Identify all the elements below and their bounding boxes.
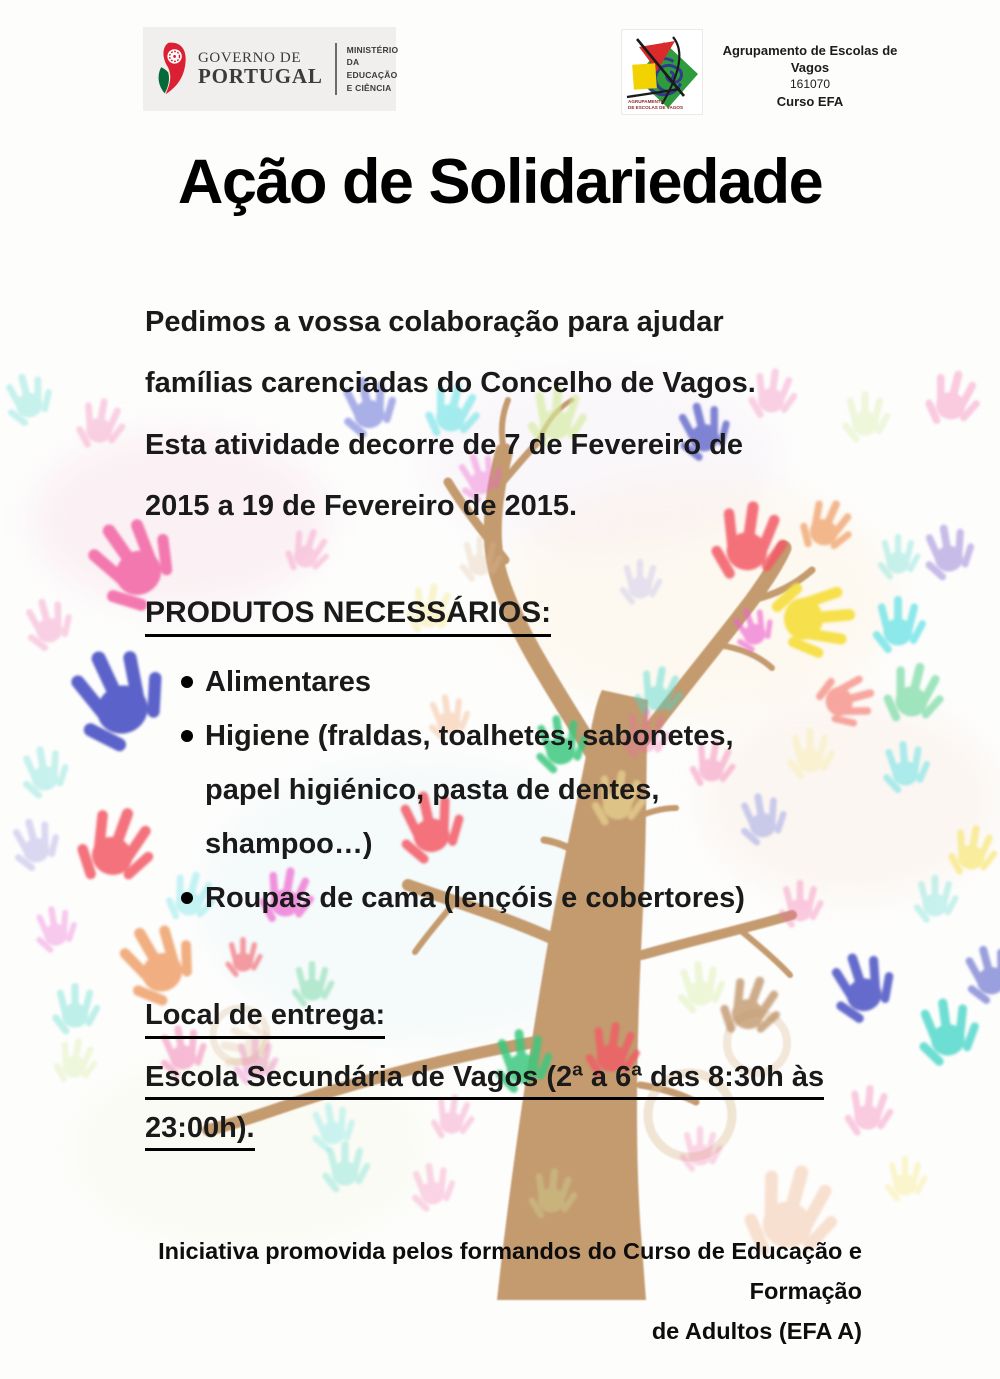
- handprint: [918, 520, 981, 585]
- delivery-heading-text: Local de entrega:: [145, 995, 385, 1039]
- handprint: [5, 812, 67, 876]
- footer-credit-line1: Iniciativa promovida pelos formandos do Curso de Educação e Formação: [158, 1238, 862, 1304]
- ministry-line2: E CIÊNCIA: [346, 82, 392, 93]
- handprint: [919, 364, 987, 434]
- delivery-line2: [145, 1103, 905, 1154]
- handprint: [674, 959, 729, 1016]
- bullet-dot: [181, 730, 193, 742]
- handprint: [16, 742, 75, 803]
- delivery-details: [145, 1052, 905, 1154]
- delivery-heading: [145, 995, 385, 1039]
- handprint: [18, 592, 80, 656]
- delivery-line1: [145, 1052, 905, 1103]
- item-line: Higiene (fraldas, toalhetes, sabonetes,: [205, 720, 734, 752]
- products-heading: [145, 593, 551, 637]
- intro-paragraph-1: [145, 292, 885, 414]
- gov-logo-wordmark: [198, 51, 323, 88]
- list-item-alimentares: [145, 655, 905, 709]
- bullet-dot: [181, 892, 193, 904]
- portugal-emblem-icon: [153, 40, 189, 98]
- item-line: Alimentares: [205, 666, 372, 698]
- school-code: 161070: [789, 77, 831, 91]
- list-item-higiene: [145, 709, 905, 871]
- handprint: [51, 983, 101, 1036]
- handprint: [913, 875, 960, 924]
- products-list: [145, 655, 905, 925]
- list-item-roupas: [145, 871, 905, 925]
- handprint: [912, 994, 986, 1070]
- school-emblem-caption-1: AGRUPAMENTO: [628, 99, 665, 104]
- course-label: Curso EFA: [776, 94, 844, 109]
- footer-credit-line2: de Adultos (EFA A): [651, 1318, 862, 1344]
- handprint: [956, 938, 1000, 1009]
- item-line: shampoo…): [205, 828, 373, 860]
- school-logo-text: [716, 30, 904, 110]
- government-of-portugal-logo: [143, 27, 399, 111]
- footer-credit: [140, 1231, 862, 1351]
- handprint: [0, 367, 60, 431]
- school-name: Agrupamento de Escolas de Vagos: [722, 43, 898, 75]
- handprint: [50, 1035, 102, 1089]
- poster-title: Ação de Solidariedade: [177, 147, 823, 217]
- item-line: Roupas de cama (lençóis e cobertores): [205, 882, 745, 914]
- ministry-line1: MINISTÉRIO DA EDUCAÇÃO: [346, 44, 399, 80]
- school-emblem-caption-2: DE ESCOLAS DE VAGOS: [628, 105, 684, 110]
- school-emblem-icon: [622, 30, 702, 114]
- logo-divider: [335, 43, 337, 95]
- delivery-line1-text: Escola Secundária de Vagos (2ª a 6ª das 8:30h às: [145, 1059, 824, 1100]
- bullet-dot: [181, 676, 193, 688]
- intro-p1-line2: famílias carenciadas do Concelho de Vagos.: [145, 367, 756, 399]
- handprint: [884, 1156, 929, 1203]
- intro-paragraph-2: [145, 415, 885, 537]
- item-line: papel higiénico, pasta de dentes,: [205, 774, 660, 806]
- school-group-logo: [622, 30, 904, 114]
- intro-p2-line1: Esta atividade decorre de 7 de Fevereiro de: [145, 429, 743, 461]
- delivery-line2-text: 23:00h).: [145, 1110, 255, 1151]
- handprint: [30, 902, 82, 956]
- products-heading-text: PRODUTOS NECESSÁRIOS:: [145, 593, 551, 637]
- ministry-label: [347, 44, 399, 95]
- intro-p1-line1: Pedimos a vossa colaboração para ajudar: [145, 306, 724, 338]
- handprint: [820, 943, 905, 1031]
- gov-logo-line2: PORTUGAL: [198, 63, 323, 88]
- gov-logo-line1: GOVERNO DE: [198, 49, 302, 66]
- intro-p2-line2: 2015 a 19 de Fevereiro de 2015.: [145, 490, 578, 522]
- handprint: [712, 967, 792, 1049]
